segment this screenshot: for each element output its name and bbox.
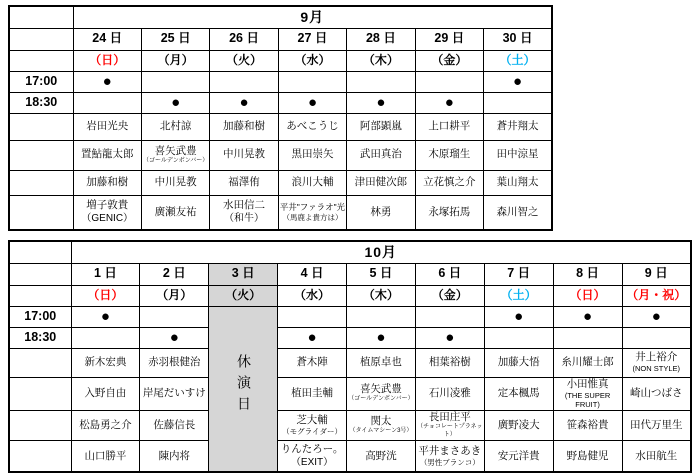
performer-group: (THE SUPER FRUIT) — [564, 390, 611, 410]
date-row-label — [9, 28, 73, 50]
cast-cell — [484, 348, 553, 377]
performance-dot-cell — [415, 71, 483, 92]
cast-cell — [347, 440, 416, 472]
cast-cell — [484, 140, 552, 170]
performance-dot-cell: ● — [73, 71, 141, 92]
cast-cell — [141, 195, 209, 230]
date-cell: 27 日 — [278, 28, 346, 50]
performer-group: （モグライダー） — [282, 427, 342, 437]
cast-cell — [73, 170, 141, 195]
performance-dot-cell: ● — [141, 92, 209, 113]
cast-cell — [415, 377, 484, 411]
performer-name: 植田圭輔 — [291, 387, 334, 400]
cast-cell — [278, 170, 346, 195]
cast-cell — [210, 140, 278, 170]
performer-group: （チョコレートプラネット） — [417, 424, 483, 439]
corner-cell — [9, 6, 73, 28]
performance-dot-cell — [347, 306, 416, 327]
performer-name: 黒田崇矢 — [291, 148, 334, 161]
cast-row-label — [9, 377, 71, 411]
october-schedule-table — [8, 240, 692, 473]
cast-cell — [415, 195, 483, 230]
performer-name: 永塚拓馬 — [428, 205, 471, 218]
performer-group: （ゴールデンボンバー） — [142, 157, 209, 164]
cast-cell — [210, 170, 278, 195]
cast-cell — [415, 348, 484, 377]
performer-name: 津田健次郎 — [354, 175, 408, 188]
cast-cell — [210, 195, 278, 230]
date-cell: 6 日 — [415, 263, 484, 285]
performer-name: 安元洋貴 — [497, 449, 540, 462]
performer-name: 入野自由 — [84, 387, 127, 400]
performer-name: 野島健児 — [566, 449, 609, 462]
performer-name: 新木宏典 — [84, 355, 127, 368]
performance-dot-cell: ● — [415, 92, 483, 113]
date-cell: 28 日 — [347, 28, 415, 50]
cast-cell — [484, 195, 552, 230]
performer-group: （和牛） — [224, 213, 265, 225]
performer-name: 加藤和樹 — [223, 119, 266, 132]
cast-cell — [553, 348, 622, 377]
time-label: 18:30 — [9, 327, 71, 348]
performer-name: 植原卓也 — [359, 355, 402, 368]
cast-cell — [73, 113, 141, 140]
month-title: 9月 — [73, 6, 552, 28]
weekday-cell: （日） — [553, 285, 622, 306]
cast-cell — [415, 113, 483, 140]
date-cell: 2 日 — [140, 263, 209, 285]
cast-row-label — [9, 140, 73, 170]
performer-name: 北村諒 — [159, 119, 192, 132]
performer-name: 芝大輔 — [296, 414, 328, 427]
date-cell: 26 日 — [210, 28, 278, 50]
performer-name: 加藤和樹 — [86, 175, 129, 188]
date-cell: 3 日 — [209, 263, 278, 285]
cast-cell — [415, 440, 484, 472]
performance-dot-cell — [484, 327, 553, 348]
performer-name: 水田航生 — [635, 449, 678, 462]
performer-group: （タイムマシーン3号） — [349, 428, 413, 435]
performer-name: 糸川耀士郎 — [561, 355, 614, 368]
cast-cell — [141, 113, 209, 140]
performer-name: りんたろー。 — [280, 443, 344, 456]
cast-cell — [71, 440, 140, 472]
performance-dot-cell: ● — [210, 92, 278, 113]
performer-name: 福澤侑 — [228, 175, 260, 188]
cast-cell — [73, 195, 141, 230]
performer-name: 平井まさあき — [418, 444, 482, 457]
performance-dot-cell: ● — [484, 71, 552, 92]
date-row-label — [9, 263, 71, 285]
weekday-cell: （土） — [484, 50, 552, 71]
performer-name: 増子敦貴 — [86, 199, 129, 212]
cast-cell — [484, 377, 553, 411]
cast-cell — [71, 348, 140, 377]
cast-cell — [347, 195, 415, 230]
performance-dot-cell: ● — [347, 92, 415, 113]
weekday-cell: （火） — [210, 50, 278, 71]
performer-group: （GENIC） — [81, 213, 134, 225]
performer-group: (NON STYLE) — [632, 364, 680, 374]
cast-cell — [553, 440, 622, 472]
performer-group: （男性ブランコ） — [419, 457, 480, 467]
cast-cell — [347, 140, 415, 170]
performance-dot-cell — [553, 327, 622, 348]
weekday-cell: （月） — [141, 50, 209, 71]
weekday-row-label — [9, 50, 73, 71]
weekday-row-label — [9, 285, 71, 306]
cast-row-label — [9, 195, 73, 230]
performer-name: 蒼木陣 — [296, 355, 328, 368]
performance-dot-cell: ● — [484, 306, 553, 327]
performance-dot-cell — [278, 306, 347, 327]
performer-name: 廣野凌大 — [497, 418, 540, 431]
performer-name: 森川智之 — [496, 205, 539, 218]
time-label: 17:00 — [9, 306, 71, 327]
performer-name: 長田庄平 — [428, 411, 471, 424]
performance-dot-cell: ● — [140, 327, 209, 348]
weekday-cell: （金） — [415, 285, 484, 306]
cast-cell — [71, 411, 140, 441]
date-cell: 7 日 — [484, 263, 553, 285]
performer-name: 浪川大輔 — [291, 175, 334, 188]
performer-name: あべこうじ — [286, 119, 339, 132]
performance-dot-cell: ● — [278, 327, 347, 348]
performer-name: 田代万里生 — [630, 418, 683, 431]
performer-name: 岸尾だいすけ — [142, 387, 206, 400]
performer-name: 葉山翔太 — [496, 175, 539, 188]
cast-row-label — [9, 170, 73, 195]
performer-name: 小田惟真 — [566, 377, 609, 390]
performance-dot-cell — [622, 327, 691, 348]
performance-dot-cell — [278, 71, 346, 92]
performance-dot-cell: ● — [415, 327, 484, 348]
performance-dot-cell — [347, 71, 415, 92]
performer-name: 陳内将 — [158, 449, 191, 462]
performer-name: 阿部顕嵐 — [359, 119, 402, 132]
cast-cell — [484, 411, 553, 441]
performance-dot-cell — [73, 92, 141, 113]
date-cell: 5 日 — [347, 263, 416, 285]
performer-name: 蒼井翔太 — [496, 119, 539, 132]
performer-name: 赤羽根健治 — [148, 355, 201, 368]
cast-cell — [71, 377, 140, 411]
performance-dot-cell: ● — [347, 327, 416, 348]
performer-name: 定本楓馬 — [497, 387, 540, 400]
performer-name: 喜矢武豊 — [359, 383, 402, 396]
performer-name: 岩田光央 — [86, 119, 129, 132]
weekday-cell: （日） — [71, 285, 140, 306]
corner-cell — [9, 241, 71, 263]
performer-name: 松島勇之介 — [79, 418, 132, 431]
cast-cell — [622, 411, 691, 441]
cast-cell — [278, 440, 347, 472]
weekday-cell: （土） — [484, 285, 553, 306]
weekday-cell: （水） — [278, 50, 346, 71]
performer-name: 武田真治 — [359, 148, 402, 161]
cast-cell — [278, 140, 346, 170]
cast-cell — [553, 377, 622, 411]
cast-cell — [347, 411, 416, 441]
cast-cell — [415, 140, 483, 170]
cast-cell — [484, 113, 552, 140]
cast-cell — [415, 170, 483, 195]
performer-name: 関太 — [370, 415, 392, 428]
date-cell: 4 日 — [278, 263, 347, 285]
performer-name: 崎山つばさ — [630, 387, 683, 400]
performer-name: 置鮎龍太郎 — [80, 148, 134, 161]
performer-name: 木原瑠生 — [428, 148, 471, 161]
cast-cell — [278, 113, 346, 140]
performer-name: 石川凌雅 — [428, 387, 471, 400]
weekday-cell: （木） — [347, 285, 416, 306]
performance-dot-cell — [210, 71, 278, 92]
cast-cell — [210, 113, 278, 140]
cast-cell — [622, 377, 691, 411]
cast-cell — [278, 377, 347, 411]
cast-cell — [278, 195, 346, 230]
cast-cell — [622, 440, 691, 472]
date-cell: 29 日 — [415, 28, 483, 50]
date-cell: 30 日 — [484, 28, 552, 50]
weekday-cell: （日） — [73, 50, 141, 71]
performance-dot-cell — [140, 306, 209, 327]
performer-name: 中川晃教 — [154, 175, 197, 188]
date-cell: 9 日 — [622, 263, 691, 285]
performer-name: 加藤大悟 — [497, 355, 540, 368]
cast-cell — [140, 377, 209, 411]
cast-cell — [278, 348, 347, 377]
performance-dot-cell — [71, 327, 140, 348]
performer-name: 山口勝平 — [84, 449, 127, 462]
cast-row-label — [9, 411, 71, 441]
cast-cell — [484, 170, 552, 195]
performer-name: 喜矢武豊 — [154, 144, 197, 157]
closed-day-cell — [209, 306, 278, 472]
time-label: 18:30 — [9, 92, 73, 113]
cast-cell — [622, 348, 691, 377]
cast-cell — [278, 411, 347, 441]
cast-cell — [347, 113, 415, 140]
weekday-cell: （金） — [415, 50, 483, 71]
performer-name: 田中涼星 — [496, 148, 539, 161]
weekday-cell: （火） — [209, 285, 278, 306]
performance-dot-cell — [415, 306, 484, 327]
date-cell: 24 日 — [73, 28, 141, 50]
performer-name: 井上裕介 — [635, 351, 678, 364]
performer-name: 相葉裕樹 — [428, 355, 471, 368]
performer-group: （馬鹿よ貴方は） — [282, 212, 343, 222]
performer-name: 廣瀬友祐 — [154, 205, 197, 218]
performer-group: （EXIT） — [290, 457, 334, 469]
performance-dot-cell: ● — [278, 92, 346, 113]
performance-dot-cell: ● — [71, 306, 140, 327]
cast-cell — [141, 170, 209, 195]
performance-dot-cell — [141, 71, 209, 92]
weekday-cell: （水） — [278, 285, 347, 306]
september-schedule-table — [8, 5, 553, 231]
time-label: 17:00 — [9, 71, 73, 92]
closed-day-label: 休演日 — [235, 354, 252, 418]
performer-name: 笹森裕貴 — [566, 418, 609, 431]
cast-cell — [347, 348, 416, 377]
performance-dot-cell: ● — [622, 306, 691, 327]
performance-dot-cell: ● — [553, 306, 622, 327]
performer-name: 高野洸 — [365, 449, 397, 462]
date-cell: 8 日 — [553, 263, 622, 285]
performance-dot-cell — [484, 92, 552, 113]
date-cell: 25 日 — [141, 28, 209, 50]
cast-cell — [73, 140, 141, 170]
weekday-cell: （月・祝） — [622, 285, 691, 306]
date-cell: 1 日 — [71, 263, 140, 285]
weekday-cell: （木） — [347, 50, 415, 71]
cast-cell — [141, 140, 209, 170]
cast-cell — [347, 377, 416, 411]
performer-name: 平井"ファラオ"光 — [279, 202, 346, 213]
performer-name: 林勇 — [370, 205, 392, 218]
performer-name: 佐藤信長 — [153, 418, 196, 431]
month-title: 10月 — [71, 241, 691, 263]
performer-name: 水田信二 — [223, 199, 266, 212]
cast-cell — [140, 348, 209, 377]
performer-name: 立花慎之介 — [423, 175, 476, 188]
cast-row-label — [9, 440, 71, 472]
performer-name: 上口耕平 — [428, 119, 471, 132]
cast-cell — [553, 411, 622, 441]
cast-row-label — [9, 113, 73, 140]
weekday-cell: （月） — [140, 285, 209, 306]
cast-cell — [347, 170, 415, 195]
cast-cell — [415, 411, 484, 441]
cast-cell — [140, 411, 209, 441]
cast-cell — [140, 440, 209, 472]
cast-row-label — [9, 348, 71, 377]
cast-cell — [484, 440, 553, 472]
performer-group: （ゴールデンボンバー） — [348, 396, 414, 403]
performer-name: 中川晃教 — [223, 148, 266, 161]
